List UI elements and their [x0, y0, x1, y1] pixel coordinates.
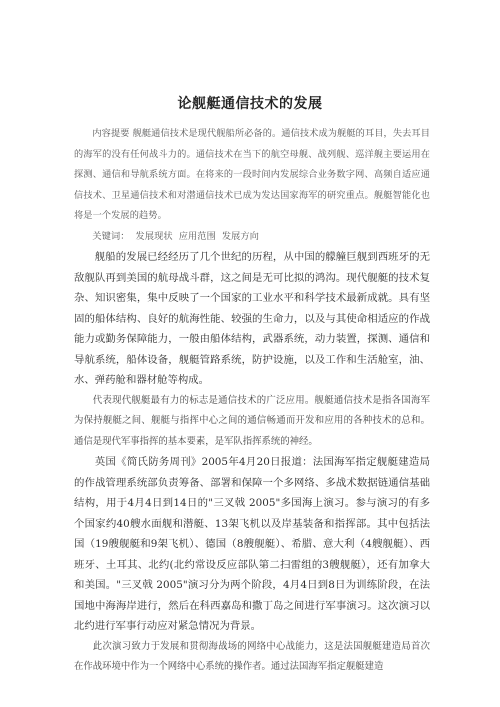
body-paragraph-exercise-report: 英国《简氏防务周刊》2005年4月20日报道：法国海军指定舰艇建造局的作战管理系统部负责筹备、部署和保障一个多网络、多战术数据链通信基础结构，用于4月4日到14日的"三叉戟 2005"多国海上演习。参与演习的有多个国家约40艘水面舰和潜艇、13架飞机以及岸基装备和指挥部。其中包括法国（19艘舰艇和9架飞机）、德国（8艘舰艇）、希腊、意大利（4艘舰艇）、西班牙、土耳其、北约(北约常设反应部队第二扫雷组的3艘舰艇），还有加拿大和美国。"三叉戟 2005"演习分为两个阶段，4月4日到8日为训练阶段，在法国地中海海岸进行，然后在科西嘉岛和撒丁岛之间进行军事演习。这次演习以北约进行军事行动应对紧急情况为背景。	[74, 456, 430, 632]
keywords-label: 关键词：	[92, 230, 130, 242]
keyword-item: 应用范围	[178, 230, 216, 242]
body-paragraph-network-centric: 此次演习致力于发展和贯彻海战场的网络中心战能力，这是法国舰艇建造局首次在作战环境中作为一个网络中心系统的操作者。通过法国海军指定舰艇建造	[74, 640, 430, 672]
keyword-item: 发展现状	[135, 230, 173, 242]
document-body	[74, 124, 430, 678]
body-paragraph-communication: 代表现代舰艇最有力的标志是通信技术的广泛应用。舰艇通信技术是指各国海军为保持舰艇之间、舰艇与指挥中心之间的通信畅通而开发和应用的各种技术的总和。通信是现代军事指挥的基本要素，是军队指挥系统的神经。	[74, 394, 430, 447]
document-title: 论舰艇通信技术的发展	[177, 96, 323, 112]
abstract-paragraph: 内容提要 舰艇通信技术是现代舰船所必备的。通信技术成为舰艇的耳目，失去耳目的海军的没有任何战斗力的。通信技术在当下的航空母舰、战列舰、巡洋舰主要运用在探测、通信和导航系统方面。在将来的一段时间内发展综合业务数字网、高频自适应通信技术、卫星通信技术和对潜通信技术已成为发达国家海军的研究重点。舰艇智能化也将是一个发展的趋势。	[74, 128, 430, 221]
body-paragraph-history: 舰船的发展已经经历了几个世纪的历程，从中国的艨艟巨舰到西班牙的无敌舰队再到美国的航母战斗群，这之间是无可比拟的鸿沟。现代舰艇的技术复杂、知识密集，集中反映了一个国家的工业水平和科学技术最新成就。具有坚固的船体结构、良好的航海性能、较强的生命力，以及与其使命相适应的作战能力或勤务保障能力，一般由船体结构，武器系统，动力装置，探测、通信和导航系统，船体设备，舰艇管路系统，防护设施，以及工作和生活舱室，油、水、弹药舱和器材舱等构成。	[74, 251, 430, 386]
keyword-item: 发展方向	[221, 230, 260, 242]
keywords-line	[74, 227, 430, 248]
